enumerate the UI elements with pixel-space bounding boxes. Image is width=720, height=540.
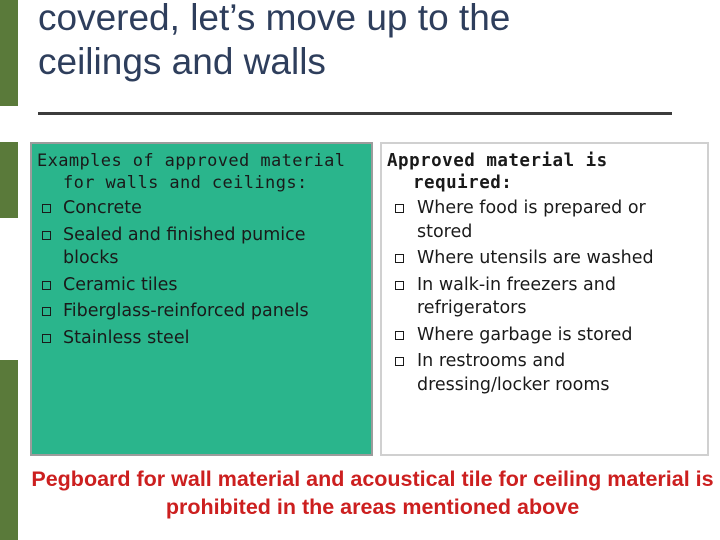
hollow-square-bullet-icon (42, 204, 51, 213)
list-item (37, 224, 365, 271)
list-item (387, 274, 701, 321)
title-line-2: ceilings and walls (38, 41, 326, 82)
side-accent-bar (0, 0, 18, 106)
approved-materials-heading: Examples of approved material for walls and ceilings: (37, 151, 346, 193)
hollow-square-bullet-icon (42, 334, 51, 343)
list-item (387, 350, 701, 397)
approved-materials-list (37, 197, 365, 350)
list-item-label: Sealed and finished pumice blocks (63, 224, 306, 268)
title-divider (38, 112, 672, 115)
list-item (37, 197, 365, 221)
side-accent-bar (0, 360, 18, 540)
hollow-square-bullet-icon (395, 254, 404, 263)
list-item (387, 324, 701, 348)
hollow-square-bullet-icon (42, 281, 51, 290)
title-line-1: covered, let’s move up to the (38, 0, 511, 38)
list-item-label: Where utensils are washed (417, 248, 654, 268)
hollow-square-bullet-icon (395, 357, 404, 366)
prohibition-note: Pegboard for wall material and acoustical tile for ceiling material is prohibited in the areas mentioned above (31, 467, 714, 519)
list-item-label: Fiberglass-reinforced panels (63, 301, 309, 321)
list-item-label: Stainless steel (63, 327, 190, 348)
list-item-label: In restrooms and dressing/locker rooms (417, 351, 610, 395)
list-item (37, 327, 365, 351)
approved-materials-panel (30, 142, 373, 456)
required-areas-heading: Approved material is required: (387, 151, 608, 193)
hollow-square-bullet-icon (395, 331, 404, 340)
required-areas-list (387, 197, 701, 397)
list-item (37, 300, 365, 324)
list-item-label: In walk-in freezers and refrigerators (417, 274, 616, 318)
list-item (37, 274, 365, 298)
hollow-square-bullet-icon (395, 281, 404, 290)
list-item-label: Ceramic tiles (63, 274, 178, 295)
list-item (387, 247, 701, 271)
list-item-label: Concrete (63, 198, 142, 218)
hollow-square-bullet-icon (42, 307, 51, 316)
list-item-label: Where food is prepared or stored (417, 198, 646, 242)
list-item-label: Where garbage is stored (417, 324, 633, 345)
slide-title (38, 0, 698, 84)
hollow-square-bullet-icon (42, 231, 51, 240)
required-areas-panel (380, 142, 709, 456)
list-item (387, 197, 701, 244)
hollow-square-bullet-icon (395, 204, 404, 213)
side-accent-bar (0, 142, 18, 218)
